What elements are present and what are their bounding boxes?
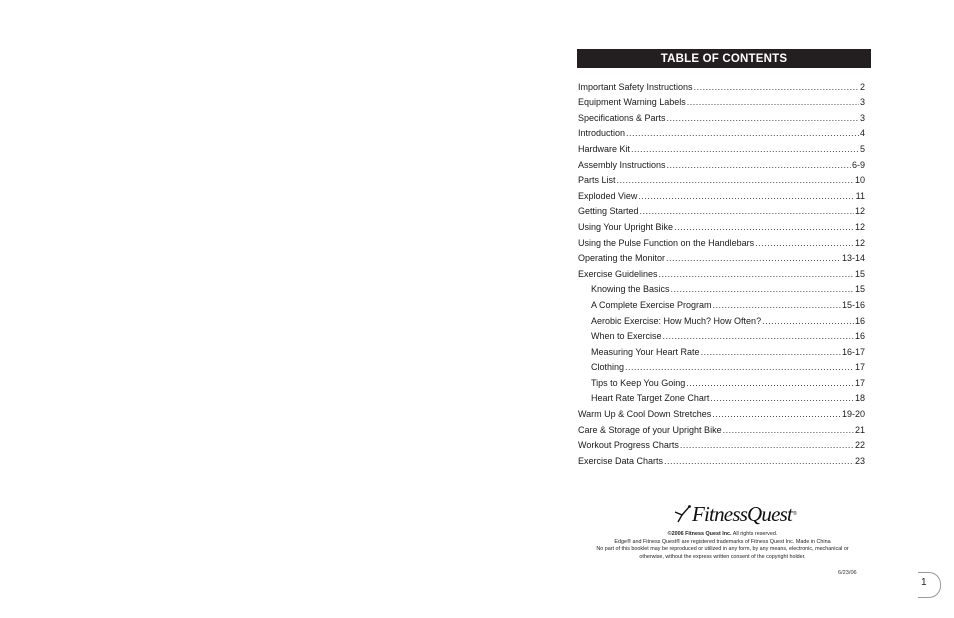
trademark-line: Edge® and Fitness Quest® are registered trademarks of Fitness Quest Inc. Made in China xyxy=(614,538,831,545)
legal-notice xyxy=(590,531,855,561)
toc-dot-leader xyxy=(686,378,854,389)
toc-dot-leader xyxy=(631,144,859,155)
copyright-line xyxy=(590,531,855,539)
toc-entry xyxy=(578,139,865,155)
toc-entry-label: Exercise Guidelines xyxy=(578,268,658,279)
toc-dot-leader xyxy=(755,238,854,249)
toc-dot-leader xyxy=(617,175,854,186)
toc-entry-page: 15 xyxy=(854,284,865,295)
toc-entry-page: 12 xyxy=(854,237,865,248)
toc-entry-label: Knowing the Basics xyxy=(591,284,670,295)
toc-entry-label: A Complete Exercise Program xyxy=(591,299,712,310)
toc-entry-page: 22 xyxy=(854,440,865,451)
logo-registered-mark: ® xyxy=(793,511,797,517)
toc-entry-label: Parts List xyxy=(578,175,616,186)
toc-entry-page: 2 xyxy=(859,81,865,92)
toc-entry-label: Exploded View xyxy=(578,190,638,201)
toc-entry-label: Important Safety Instructions xyxy=(578,81,693,92)
toc-entry-page: 3 xyxy=(859,112,865,123)
toc-entry-label: When to Exercise xyxy=(591,331,662,342)
toc-dot-leader xyxy=(625,362,854,373)
toc-list xyxy=(578,77,865,467)
toc-entry xyxy=(578,389,865,405)
toc-entry xyxy=(578,436,865,452)
toc-entry xyxy=(578,295,865,311)
toc-entry xyxy=(578,171,865,187)
toc-dot-leader xyxy=(723,425,854,436)
copyright-bold: ©2006 Fitness Quest Inc. xyxy=(667,531,732,537)
toc-entry-label: Using Your Upright Bike xyxy=(578,221,674,232)
toc-entry-page: 17 xyxy=(854,377,865,388)
toc-entry-label: Tips to Keep You Going xyxy=(591,377,686,388)
toc-entry xyxy=(578,404,865,420)
toc-entry-page: 11 xyxy=(855,190,865,201)
toc-entry xyxy=(578,280,865,296)
toc-entry xyxy=(578,342,865,358)
toc-entry xyxy=(578,249,865,265)
toc-entry xyxy=(578,93,865,109)
toc-entry xyxy=(578,108,865,124)
toc-entry-page: 3 xyxy=(859,97,865,108)
fitness-quest-logo xyxy=(674,502,797,526)
toc-dot-leader xyxy=(664,456,854,467)
toc-entry xyxy=(578,233,865,249)
toc-entry-page: 16-17 xyxy=(841,346,865,357)
toc-entry-label: Measuring Your Heart Rate xyxy=(591,346,700,357)
toc-entry xyxy=(578,311,865,327)
toc-dot-leader xyxy=(680,440,854,451)
toc-entry-label: Clothing xyxy=(591,362,625,373)
toc-dot-leader xyxy=(638,191,854,202)
toc-entry xyxy=(578,77,865,93)
toc-entry-page: 16 xyxy=(854,331,865,342)
toc-dot-leader xyxy=(674,222,854,233)
toc-dot-leader xyxy=(667,113,859,124)
toc-entry xyxy=(578,202,865,218)
toc-dot-leader xyxy=(666,253,841,264)
toc-entry xyxy=(578,264,865,280)
logo-wordmark: FitnessQuest xyxy=(692,501,793,526)
toc-entry-label: Workout Progress Charts xyxy=(578,440,679,451)
toc-entry-label: Exercise Data Charts xyxy=(578,455,664,466)
toc-entry-label: Using the Pulse Function on the Handlebars xyxy=(578,237,755,248)
toc-dot-leader xyxy=(640,206,854,217)
toc-entry-label: Warm Up & Cool Down Stretches xyxy=(578,409,712,420)
toc-entry-label: Operating the Monitor xyxy=(578,253,666,264)
toc-entry-label: Hardware Kit xyxy=(578,143,631,154)
toc-entry-label: Assembly Instructions xyxy=(578,159,666,170)
toc-entry xyxy=(578,373,865,389)
toc-entry-page: 16 xyxy=(854,315,865,326)
toc-entry-page: 4 xyxy=(859,128,865,139)
toc-dot-leader xyxy=(701,347,841,358)
toc-entry-page: 23 xyxy=(854,455,865,466)
toc-entry-page: 18 xyxy=(854,393,865,404)
toc-dot-leader xyxy=(687,97,859,108)
toc-entry-label: Heart Rate Target Zone Chart xyxy=(591,393,710,404)
fitness-quest-swoosh-icon xyxy=(674,504,692,524)
version-date: 6/23/06 xyxy=(838,570,857,576)
toc-dot-leader xyxy=(626,128,859,139)
toc-entry xyxy=(578,124,865,140)
toc-entry-page: 12 xyxy=(854,221,865,232)
toc-entry-page: 19-20 xyxy=(841,409,865,420)
toc-title: TABLE OF CONTENTS xyxy=(577,49,871,68)
toc-entry xyxy=(578,186,865,202)
toc-entry-page: 17 xyxy=(854,362,865,373)
toc-entry xyxy=(578,217,865,233)
toc-entry-page: 5 xyxy=(859,143,865,154)
toc-entry-page: 21 xyxy=(854,424,865,435)
toc-dot-leader xyxy=(667,160,851,171)
toc-dot-leader xyxy=(713,300,841,311)
toc-dot-leader xyxy=(710,393,854,404)
toc-entry xyxy=(578,358,865,374)
toc-dot-leader xyxy=(694,82,859,93)
toc-entry xyxy=(578,155,865,171)
toc-entry xyxy=(578,420,865,436)
toc-dot-leader xyxy=(712,409,841,420)
toc-entry-label: Introduction xyxy=(578,128,626,139)
toc-entry xyxy=(578,327,865,343)
toc-entry-label: Aerobic Exercise: How Much? How Often? xyxy=(591,315,762,326)
toc-dot-leader xyxy=(762,316,854,327)
toc-entry xyxy=(578,451,865,467)
toc-entry-label: Care & Storage of your Upright Bike xyxy=(578,424,722,435)
toc-entry-label: Specifications & Parts xyxy=(578,112,666,123)
toc-entry-label: Getting Started xyxy=(578,206,639,217)
page-number: 1 xyxy=(921,577,927,588)
toc-dot-leader xyxy=(671,284,854,295)
reproduction-notice: No part of this booklet may be reproduced or utilized in any form, by any means, electronic, mechanical or otherwise, without the express written consent of the copyright holder. xyxy=(596,546,849,560)
toc-dot-leader xyxy=(659,269,854,280)
toc-dot-leader xyxy=(663,331,854,342)
toc-entry-page: 15-16 xyxy=(841,299,865,310)
toc-entry-page: 15 xyxy=(854,268,865,279)
toc-entry-page: 10 xyxy=(854,175,865,186)
toc-entry-page: 12 xyxy=(854,206,865,217)
copyright-rest: All rights reserved. xyxy=(731,531,778,537)
toc-entry-page: 13-14 xyxy=(841,253,865,264)
toc-entry-label: Equipment Warning Labels xyxy=(578,97,686,108)
toc-entry-page: 6-9 xyxy=(851,159,865,170)
